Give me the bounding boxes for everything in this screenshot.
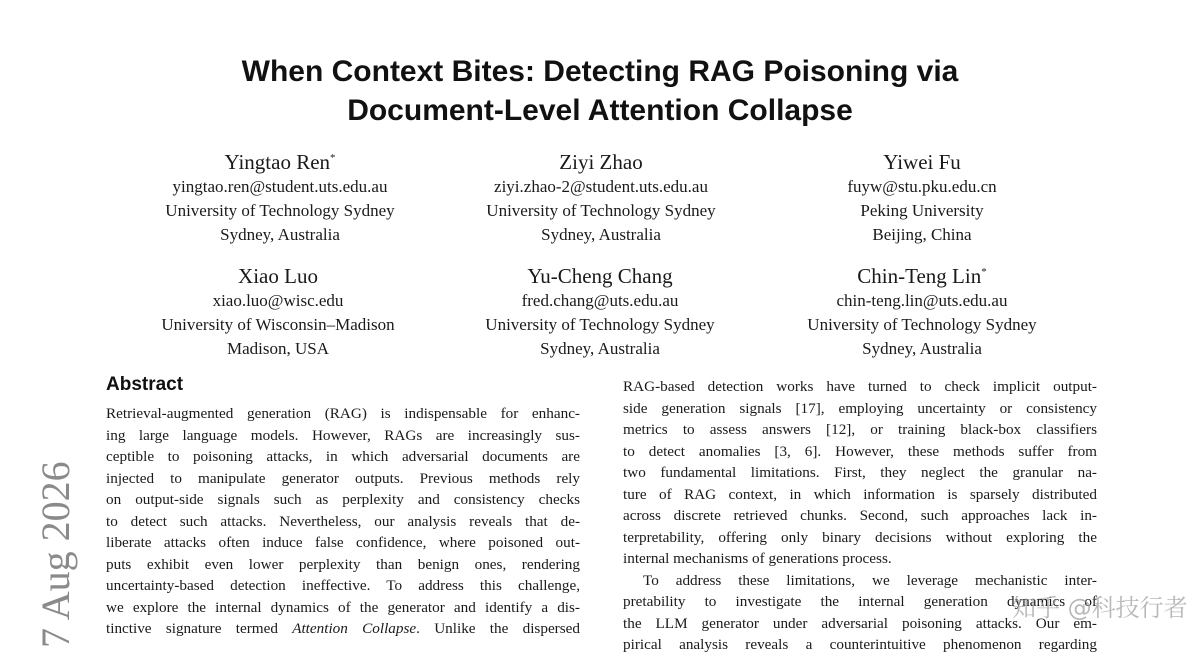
author-affiliation: University of Wisconsin–Madison	[161, 315, 395, 334]
text-line: on output-side signals such as perplexity and consistency checks	[106, 491, 580, 508]
text-line: puts exhibit even lower perplexity than benign ones, rendering	[106, 555, 580, 573]
author-name: Yiwei Fu	[883, 150, 961, 174]
text-line: across discrete retrieved chunks. Second, such approaches lack in-	[623, 507, 1097, 524]
author-name: Xiao Luo	[238, 264, 318, 288]
text-line: two fundamental limitations. First, they neglect the granular na-	[623, 464, 1097, 481]
text-line: RAG-based detection works have turned to check implicit output-	[623, 378, 1097, 395]
corresponding-mark: *	[330, 152, 336, 164]
author-location: Sydney, Australia	[862, 339, 982, 358]
text-line: side generation signals [17], employing uncertainty or consistency	[623, 399, 1097, 417]
text-line: to detect such attacks. Nevertheless, our analysis reveals that de-	[106, 512, 580, 530]
author-affiliation: University of Technology Sydney	[807, 315, 1037, 334]
text-line: to detect anomalies [3, 6]. However, these methods suffer from	[623, 442, 1097, 460]
author-email: xiao.luo@wisc.edu	[212, 291, 344, 310]
text-line: ing large language models. However, RAGs are increasingly sus-	[106, 426, 580, 444]
author-block	[757, 150, 1087, 247]
title-line-2: Document-Level Attention Collapse	[347, 94, 853, 127]
author-location: Sydney, Australia	[541, 225, 661, 244]
author-location: Sydney, Australia	[540, 339, 660, 358]
text-line	[106, 618, 580, 640]
text-line: internal mechanisms of generations process.	[623, 550, 892, 567]
text-line: injected to manipulate generator outputs. Previous methods rely	[106, 469, 580, 487]
author-block	[113, 264, 443, 361]
author-name: Yingtao Ren	[224, 150, 331, 174]
author-location: Sydney, Australia	[220, 225, 340, 244]
author-block	[757, 264, 1087, 361]
text-fragment: tinctive signature termed	[106, 620, 293, 637]
author-location: Beijing, China	[872, 225, 972, 244]
author-affiliation: University of Technology Sydney	[165, 201, 395, 220]
text-line: pirical analysis reveals a counterintuitive phenomenon regarding	[623, 636, 1097, 653]
side-date-stamp: 7 Aug 2026	[33, 461, 78, 648]
text-line: the LLM generator under adversarial poisoning attacks. Our em-	[623, 614, 1097, 632]
text-line: To address these limitations, we leverage mechanistic inter-	[643, 571, 1097, 589]
text-line: terpretability, offering only binary decisions without exploring the	[623, 528, 1097, 546]
text-line: uncertainty-based detection ineffective. To address this challenge,	[106, 577, 580, 594]
author-block	[435, 264, 765, 361]
title-line-1: When Context Bites: Detecting RAG Poisoning via	[241, 55, 959, 88]
text-line: ceptible to poisoning attacks, in which adversarial documents are	[106, 448, 580, 465]
corresponding-mark: *	[981, 266, 987, 278]
author-email: ziyi.zhao-2@student.uts.edu.au	[494, 177, 708, 196]
text-line: metrics to assess answers [12], or training black-box classifiers	[623, 421, 1097, 438]
abstract-body	[106, 403, 580, 640]
author-email: chin-teng.lin@uts.edu.au	[836, 291, 1008, 310]
abstract-heading: Abstract	[106, 374, 184, 395]
text-fragment: . Unlike the dispersed	[416, 620, 580, 637]
author-name: Chin-Teng Lin	[857, 264, 982, 288]
author-block	[115, 150, 445, 247]
author-email: fred.chang@uts.edu.au	[521, 291, 679, 310]
emphasized-term: Attention Collapse	[292, 620, 417, 637]
author-location: Madison, USA	[226, 339, 329, 358]
author-block	[436, 150, 766, 247]
watermark: 知乎 @科技行者	[1012, 594, 1188, 622]
author-affiliation: University of Technology Sydney	[485, 315, 715, 334]
author-name: Yu-Cheng Chang	[527, 264, 673, 288]
text-line: pretability to investigate the internal generation dynamics of	[623, 593, 1097, 610]
author-name: Ziyi Zhao	[559, 150, 643, 174]
text-line: Retrieval-augmented generation (RAG) is indispensable for enhanc-	[106, 405, 580, 422]
text-line: we explore the internal dynamics of the generator and identify a dis-	[106, 598, 580, 616]
author-email: yingtao.ren@student.uts.edu.au	[172, 177, 388, 196]
text-line: liberate attacks often induce false confidence, where poisoned out-	[106, 534, 580, 551]
author-email: fuyw@stu.pku.edu.cn	[847, 177, 997, 196]
author-affiliation: Peking University	[860, 201, 984, 220]
text-line: ture of RAG context, in which information is sparsely distributed	[623, 485, 1097, 503]
author-affiliation: University of Technology Sydney	[486, 201, 716, 220]
paper-title	[0, 52, 1200, 130]
